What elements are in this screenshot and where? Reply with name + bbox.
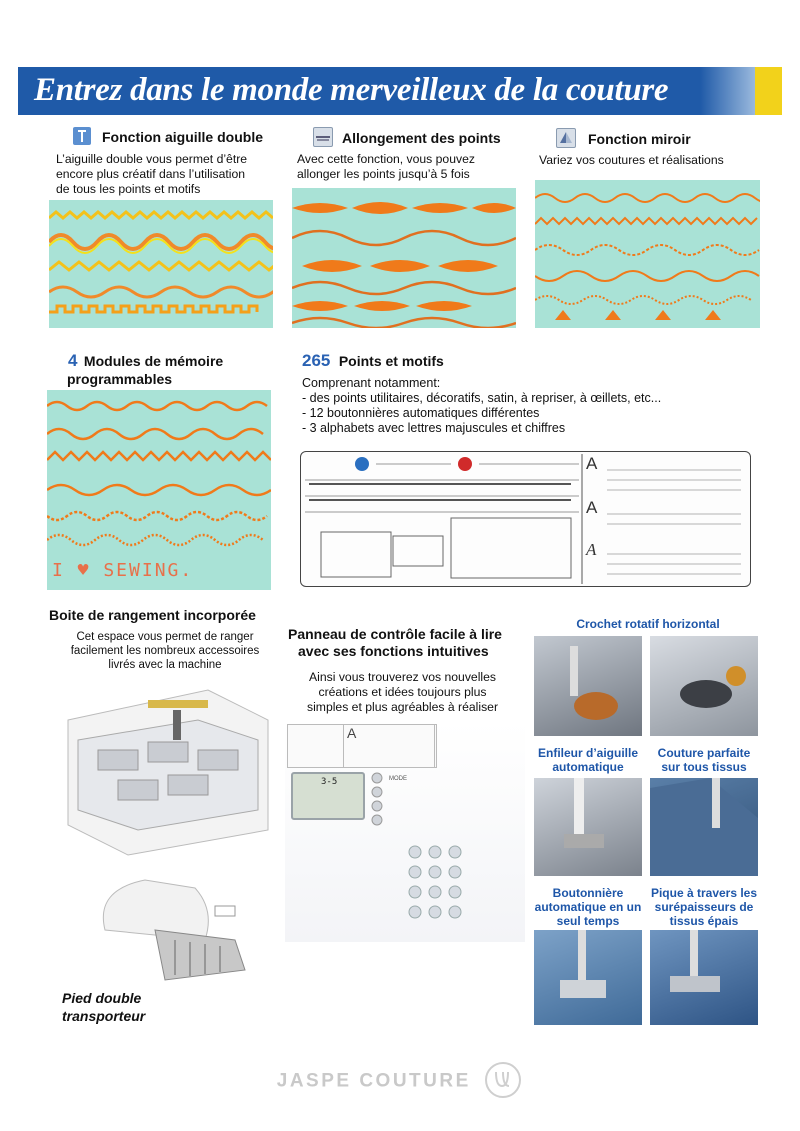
foot-title-1: Pied double [62, 990, 142, 1006]
mode-button-label[interactable]: MODE [389, 776, 407, 782]
feature-text-double-needle-1: L’aiguille double vous permet d’être [56, 152, 248, 166]
lcd-display [291, 772, 365, 820]
perfect-seam-photo [650, 778, 758, 876]
feature-text-double-needle-3: de tous les points et motifs [56, 182, 201, 196]
presser-foot-photo [85, 870, 255, 990]
points-number: 265 [302, 351, 331, 370]
feature-title-elongation: Allongement des points [342, 130, 501, 146]
panel-title-1: Panneau de contrôle facile à lire [288, 626, 502, 642]
points-bullet-3: - 3 alphabets avec lettres majuscules et chiffres [302, 421, 566, 435]
points-title [302, 351, 444, 371]
panel-alphabet-letter: A [347, 725, 357, 741]
stitch-chart [300, 451, 751, 587]
page-title: Entrez dans le monde merveilleux de la couture [34, 72, 669, 108]
memory-title-line1: Modules de mémoire [83, 353, 224, 369]
storage-text-3: livrés avec la machine [108, 659, 222, 671]
points-title-text: Points et motifs [338, 353, 444, 369]
thick-label-2: surépaisseurs de [654, 900, 754, 914]
panel-title-2: avec ses fonctions intuitives [298, 643, 489, 659]
buttonhole-label-3: seul temps [556, 914, 620, 928]
footer [0, 1060, 800, 1105]
elongation-swatch [292, 188, 516, 328]
hook-photo-1 [534, 636, 642, 736]
panel-text-1: Ainsi vous trouverez vos nouvelles [309, 670, 496, 684]
points-bullet-1: - des points utilitaires, décoratifs, satin, à repriser, à œillets, etc... [302, 391, 662, 405]
feature-text-mirror: Variez vos coutures et réalisations [539, 153, 724, 167]
panel-button-column [369, 770, 385, 830]
feature-text-elongation-2: allonger les points jusqu’à 5 fois [297, 167, 470, 181]
banner-accent-strip [755, 67, 782, 115]
storage-text-2: facilement les nombreux accessoires [70, 645, 260, 657]
memory-title [68, 351, 223, 371]
buttonhole-photo [534, 930, 642, 1025]
double-needle-icon [73, 127, 91, 145]
storage-text-1: Cet espace vous permet de ranger [76, 631, 254, 643]
banner-fade [700, 67, 755, 115]
alphabet-letter-3: A [586, 540, 597, 559]
mirror-swatch [535, 180, 760, 328]
feature-title-double-needle: Fonction aiguille double [102, 129, 263, 145]
memory-number: 4 [68, 351, 78, 370]
brand-logo-icon [483, 1060, 523, 1105]
thick-fabric-photo [650, 930, 758, 1025]
sewing-embroidery-text: I ♥ SEWING. [52, 560, 194, 581]
lcd-value: 3-5 [321, 777, 338, 787]
alphabet-letter-2: A [586, 498, 598, 517]
perfect-label-1: Couture parfaite [657, 746, 751, 760]
buttonhole-label-2: automatique en un [534, 900, 642, 914]
panel-text-3: simples et plus agréables à réaliser [306, 700, 499, 714]
panel-stitch-chart-right [343, 724, 435, 768]
feature-text-double-needle-2: encore plus créatif dans l’utilisation [56, 167, 246, 181]
buttonhole-label-1: Boutonnière [552, 886, 624, 900]
points-intro: Comprenant notamment: [302, 376, 441, 390]
threader-photo [534, 778, 642, 876]
points-bullet-2: - 12 boutonnières automatiques différentes [302, 406, 540, 420]
panel-text-2: créations et idées toujours plus [318, 685, 487, 699]
thick-label-3: tissus épais [669, 914, 739, 928]
hook-label: Crochet rotatif horizontal [576, 617, 720, 631]
control-panel-photo [285, 722, 525, 942]
feature-title-mirror: Fonction miroir [588, 131, 691, 147]
double-needle-swatch [49, 200, 273, 328]
thick-label-1: Pique à travers les [650, 886, 758, 900]
footer-brand: JASPE COUTURE [276, 1070, 471, 1092]
storage-box-photo [58, 680, 272, 860]
threader-label-1: Enfileur d’aiguille [537, 746, 638, 760]
alphabet-letter-1: A [586, 454, 598, 473]
memory-title-line2: programmables [67, 371, 173, 387]
hook-photo-2 [650, 636, 758, 736]
perfect-label-2: sur tous tissus [661, 760, 747, 774]
storage-title: Boite de rangement incorporée [49, 607, 256, 623]
threader-label-2: automatique [552, 760, 624, 774]
stitch-length-icon [313, 127, 333, 147]
foot-title-2: transporteur [62, 1008, 146, 1024]
panel-keypad [405, 842, 465, 932]
feature-text-elongation-1: Avec cette fonction, vous pouvez [297, 152, 475, 166]
mirror-icon [556, 128, 576, 148]
